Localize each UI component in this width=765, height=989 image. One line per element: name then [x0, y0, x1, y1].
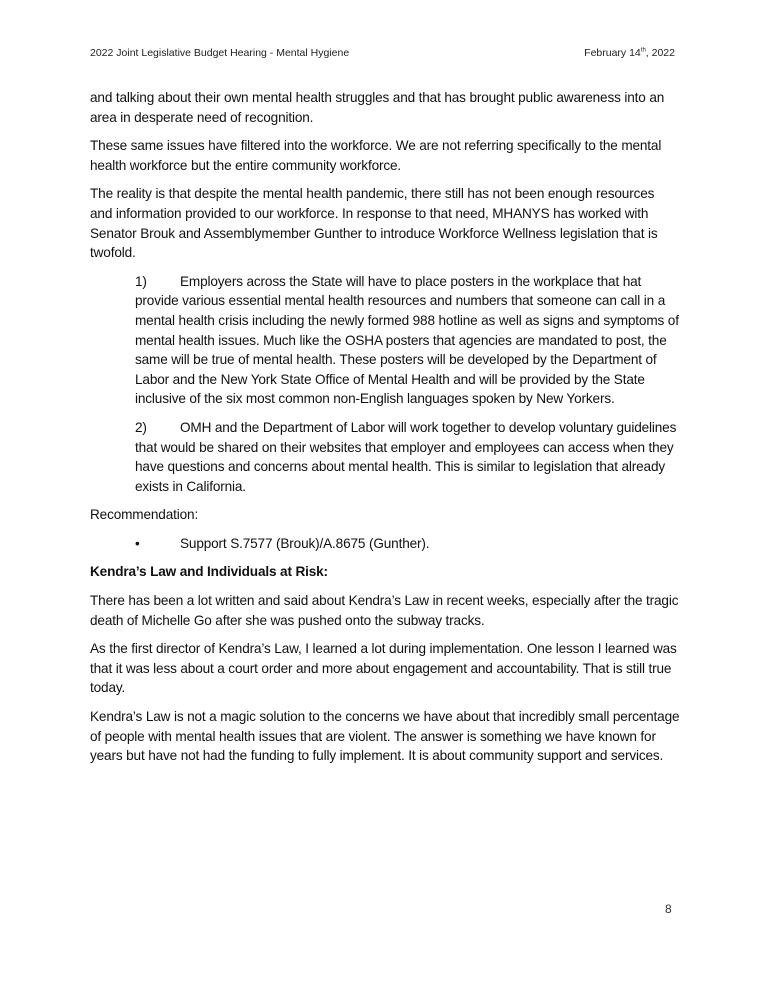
page-number: 8: [665, 902, 672, 916]
recommendation-label: Recommendation:: [90, 507, 199, 523]
document-body: [90, 88, 680, 775]
header-date-year: , 2022: [645, 47, 675, 59]
page-header: [90, 47, 675, 63]
paragraph: The reality is that despite the mental health pandemic, there still has not been enough resources and information provided to our workforce. In response to that need, MHANYS has worked with Senator Brouk and Assemblymember Gunther to introduce Workforce Wellness legislation that is twofold.: [90, 186, 658, 261]
header-date-ordinal: th: [640, 47, 646, 54]
paragraph: As the first director of Kendra’s Law, I learned a lot during implementation. One lesson I learned was that it was less about a court order and more about engagement and accountability. That is still true today.: [90, 641, 677, 696]
paragraph: These same issues have filtered into the workforce. We are not referring specifically to the mental health workforce but the entire community workforce.: [90, 138, 662, 173]
numbered-list-item: [135, 272, 680, 409]
list-item-text: Employers across the State will have to place posters in the workplace that hat provide various essential mental health resources and numbers that someone can call in a mental health crisis including the newly formed 988 hotline as well as signs and symptoms of mental health issues. Much like the OSHA posters that agencies are mandated to post, the same will be true of mental health. These posters will be developed by the Department of Labor and the New York State Office of Mental Health and will be provided by the State inclusive of the six most common non-English languages spoken by New Yorkers.: [135, 273, 679, 407]
header-date-day: February 14: [584, 47, 641, 59]
numbered-list-item: [135, 418, 680, 496]
list-item-text: OMH and the Department of Labor will work together to develop voluntary guidelines that would be shared on their websites that employer and employees can access when they have questions and concerns about mental health. This is similar to legislation that already exists in California.: [135, 419, 677, 494]
paragraph: There has been a lot written and said about Kendra’s Law in recent weeks, especially after the tragic death of Michelle Go after she was pushed onto the subway tracks.: [90, 593, 679, 628]
header-date: [584, 47, 675, 59]
paragraph: and talking about their own mental health struggles and that has brought public awareness into an area in desperate need of recognition.: [90, 90, 665, 125]
section-heading: Kendra’s Law and Individuals at Risk:: [90, 564, 328, 580]
bullet-list-item: [135, 534, 680, 554]
paragraph: Kendra’s Law is not a magic solution to the concerns we have about that incredibly small percentage of people with mental health issues that are violent. The answer is something we have known for years but have not had the funding to fully implement. It is about community support and services.: [90, 709, 680, 764]
bullet-icon: •: [135, 535, 140, 551]
bullet-text: Support S.7577 (Brouk)/A.8675 (Gunther).: [180, 535, 430, 551]
list-number: 1): [135, 273, 147, 289]
list-number: 2): [135, 419, 147, 435]
header-title: 2022 Joint Legislative Budget Hearing - Mental Hygiene: [90, 47, 350, 59]
